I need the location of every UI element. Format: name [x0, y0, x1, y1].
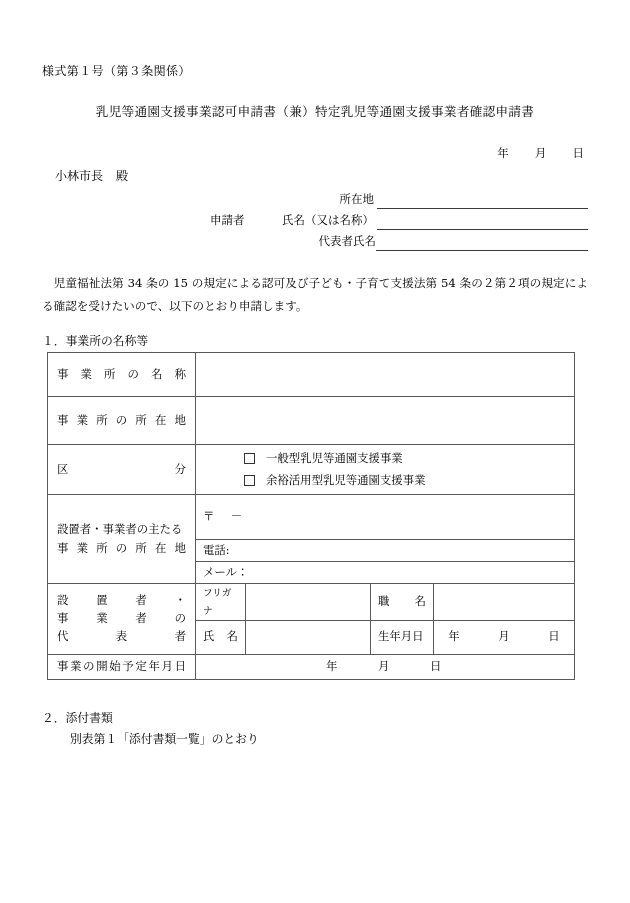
- birth-label-cell: [371, 620, 434, 654]
- furigana-value-cell[interactable]: [246, 584, 371, 621]
- category-option-surplus-label: 余裕活用型乳児等通園支援事業: [266, 472, 426, 487]
- operator-address-label-line1: 設置者・事業者の主たる: [57, 522, 183, 537]
- addressee-honorific: 殿: [116, 169, 129, 183]
- birth-year-label: 年: [448, 629, 460, 644]
- date-month-label: 月: [534, 146, 547, 160]
- checkbox-icon[interactable]: [244, 475, 255, 486]
- table-row-operator-postal: [48, 495, 575, 540]
- operator-tel-cell[interactable]: [196, 540, 575, 562]
- table-row-representative-furigana: [48, 584, 575, 621]
- representative-label-cell: [48, 584, 196, 655]
- applicant-name-input[interactable]: [377, 215, 588, 230]
- table-row-office-name: [48, 353, 575, 397]
- start-date-value-cell[interactable]: [196, 654, 575, 679]
- section-1-title: 事業所の名称等: [65, 334, 149, 348]
- post-label: 職 名: [378, 594, 426, 609]
- issue-date-line: [497, 145, 584, 161]
- applicant-representative-label: 代表者氏名: [318, 234, 376, 248]
- section-2-number: ２．: [42, 711, 66, 725]
- document-title: 乳児等通園支援事業認可申請書（兼）特定乳児等通園支援事業者確認申請書: [95, 104, 535, 119]
- applicant-row-address: [210, 188, 588, 209]
- office-address-value-cell[interactable]: [196, 397, 575, 445]
- addressee-name: 小林市長: [55, 169, 104, 183]
- birth-date-field[interactable]: [448, 629, 559, 643]
- section-2-heading: [42, 709, 113, 726]
- date-day-label: 日: [572, 146, 584, 160]
- name-label: 氏 名: [203, 629, 238, 644]
- start-month-label: 月: [378, 658, 390, 673]
- name-value-cell[interactable]: [246, 620, 371, 654]
- start-day-label: 日: [430, 658, 442, 673]
- applicant-block: [210, 188, 588, 251]
- tel-label: 電話:: [203, 542, 230, 557]
- category-option-general[interactable]: [203, 448, 567, 469]
- office-name-label: 事 業 所 の 名 称: [57, 366, 186, 381]
- applicant-representative-input[interactable]: [376, 236, 588, 251]
- section-1-heading: [42, 332, 148, 349]
- category-option-surplus[interactable]: [203, 470, 567, 491]
- representative-label-line3: 代 表 者: [57, 628, 186, 643]
- start-date-field[interactable]: [326, 659, 441, 673]
- operator-mail-cell[interactable]: [196, 562, 575, 584]
- date-year-label: 年: [497, 146, 509, 160]
- addressee: [55, 167, 128, 184]
- operator-address-label-cell: [48, 495, 196, 584]
- mail-label: メール：: [203, 564, 249, 579]
- checkbox-icon[interactable]: [244, 453, 255, 464]
- post-value-cell[interactable]: [434, 584, 575, 621]
- applicant-name-label: 氏名（又は名称）: [282, 213, 374, 227]
- section-2-body: 別表第１「添付書類一覧」のとおり: [70, 732, 259, 746]
- form-number: 様式第１号（第３条関係）: [42, 64, 191, 78]
- representative-label-line2: 事 業 者 の: [57, 611, 186, 626]
- applicant-row-name: [210, 209, 588, 230]
- section-2-title: 添付書類: [65, 711, 113, 725]
- birth-month-label: 月: [498, 629, 510, 644]
- table-row-category: [48, 445, 575, 495]
- postal-code-field[interactable]: [203, 509, 258, 523]
- category-checkbox-list: [203, 446, 567, 492]
- office-name-value-cell[interactable]: [196, 353, 575, 397]
- table-row-office-address: [48, 397, 575, 445]
- post-label-cell: [371, 584, 434, 621]
- applicant-row-representative: [210, 230, 588, 251]
- category-option-general-label: 一般型乳児等通園支援事業: [266, 451, 403, 466]
- table-row-start-date: [48, 654, 575, 679]
- applicant-tag: 申請者: [210, 213, 245, 227]
- operator-address-label-line2: 事 業 所 の 所 在 地: [57, 540, 186, 555]
- category-label: 区 分: [57, 461, 186, 476]
- office-address-label-cell: [48, 397, 196, 445]
- office-name-label-cell: [48, 353, 196, 397]
- birth-value-cell[interactable]: [434, 620, 575, 654]
- start-date-label-cell: [48, 654, 196, 679]
- birth-date-label: 生年月日: [378, 629, 424, 644]
- name-label-cell: [196, 620, 246, 654]
- birth-day-label: 日: [548, 629, 560, 644]
- category-options-cell: [196, 445, 575, 495]
- furigana-label-cell: [196, 584, 246, 621]
- representative-label-line1: 設 置 者 ・: [57, 593, 186, 608]
- category-label-cell: [48, 445, 196, 495]
- furigana-label: フリガナ: [203, 588, 232, 617]
- applicant-address-input[interactable]: [377, 194, 588, 209]
- applicant-address-label: 所在地: [339, 192, 374, 206]
- start-date-label: 事 業 の 開 始 予 定 年 月 日: [57, 658, 186, 673]
- office-details-table: [47, 352, 575, 680]
- start-year-label: 年: [326, 658, 338, 673]
- statement-paragraph: 児童福祉法第 34 条の 15 の規定による認可及び子ども・子育て支援法第 54 条の２第２項の規定による確認を受けたいので、以下のとおり申請します。: [42, 276, 588, 313]
- postal-dash: －: [230, 509, 243, 524]
- operator-postal-cell[interactable]: [196, 495, 575, 540]
- office-address-label: 事 業 所 の 所 在 地: [57, 412, 186, 427]
- postal-mark-icon: 〒: [203, 509, 215, 524]
- section-1-number: １．: [42, 334, 66, 348]
